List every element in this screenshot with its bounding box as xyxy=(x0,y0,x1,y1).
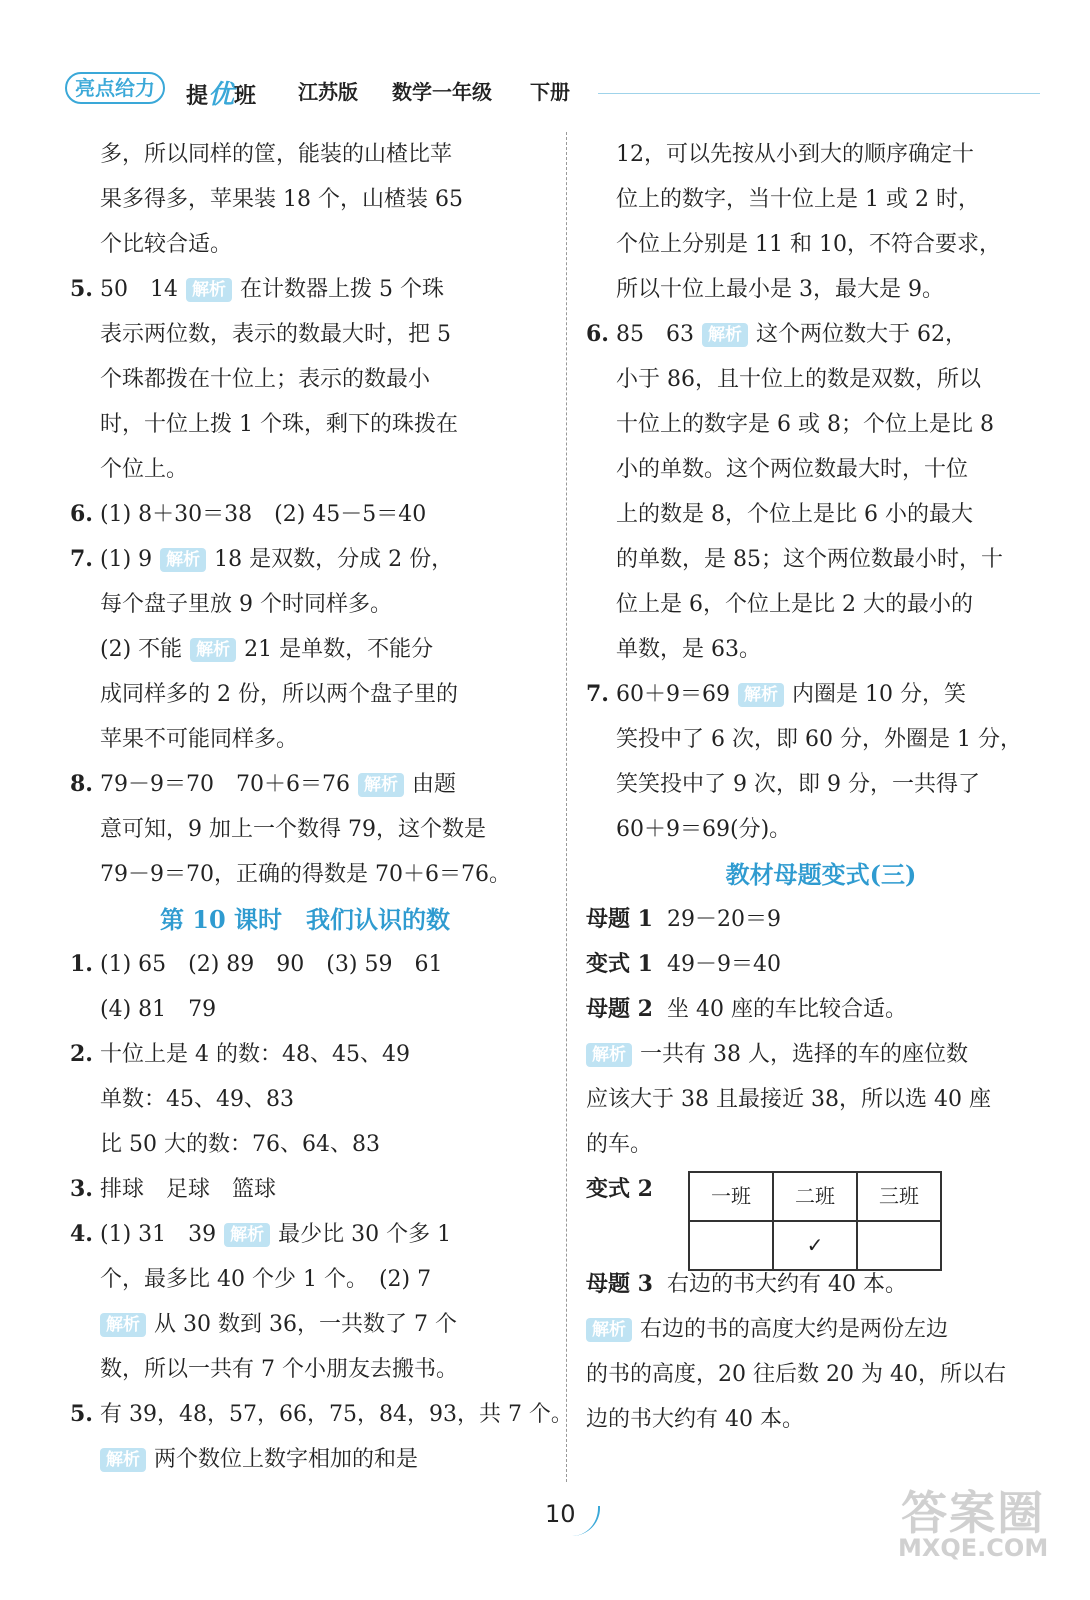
analysis-text: 内圈是 10 分，笑 xyxy=(792,682,966,707)
lesson-heading: 第 10 课时 我们认识的数 xyxy=(159,905,451,934)
analysis-text: 这个两位数大于 62， xyxy=(756,322,967,347)
text-line: 时，十位上拨 1 个珠，剩下的珠拨在 xyxy=(100,412,458,437)
text-line: 个比较合适。 xyxy=(100,232,233,257)
analysis-text: 从 30 数到 36，一共数了 7 个 xyxy=(154,1312,457,1337)
section-heading: 教材母题变式(三) xyxy=(725,860,917,889)
text-line: 79－9＝70，正确的得数是 70＋6＝76。 xyxy=(100,862,511,887)
watermark xyxy=(898,1486,1049,1562)
analysis-text: 18 是双数，分成 2 份， xyxy=(214,547,454,572)
table-header-cell: 二班 xyxy=(773,1172,857,1221)
item-number: 6. xyxy=(70,501,93,527)
check-mark-icon: ✓ xyxy=(773,1221,857,1270)
header-rule xyxy=(598,93,1040,94)
analysis-badge: 解析 xyxy=(100,1448,146,1472)
text-line: 果多得多，苹果装 18 个，山楂装 65 xyxy=(100,187,463,212)
text-line xyxy=(70,1302,540,1347)
variant-item xyxy=(586,1167,1056,1262)
text-line xyxy=(586,1307,1056,1352)
text-line: 应该大于 38 且最接近 38，所以选 40 座 xyxy=(586,1087,991,1112)
text-line: 的书的高度，20 往后数 20 为 40，所以右 xyxy=(586,1362,1006,1387)
text-line: 位上的数字，当十位上是 1 或 2 时， xyxy=(616,187,980,212)
answer-value: 十位上是 4 的数：48、45、49 xyxy=(100,1042,410,1067)
page-number-decoration xyxy=(572,1506,600,1536)
edition-label: 江苏版 xyxy=(298,80,358,104)
answer-item xyxy=(70,1032,540,1077)
text-line: 单数，是 63。 xyxy=(616,637,761,662)
text-line xyxy=(70,627,540,672)
text-line: 的单数，是 85；这个两位数最小时，十 xyxy=(616,547,1003,572)
answer-value: 有 39，48，57，66，75，84，93，共 7 个。 xyxy=(100,1402,573,1427)
item-number: 3. xyxy=(70,1176,93,1202)
answer-item xyxy=(70,1392,573,1437)
series-title-part1: 提 xyxy=(186,84,209,109)
analysis-text: 由题 xyxy=(411,772,456,797)
analysis-text: 在计数器上拨 5 个珠 xyxy=(240,277,444,302)
left-column xyxy=(70,132,573,1482)
answer-value: 50 14 xyxy=(100,277,178,302)
text-line: 边的书大约有 40 本。 xyxy=(586,1407,804,1432)
answer-item xyxy=(70,492,540,537)
answer-value: 79－9＝70 70＋6＝76 xyxy=(100,772,350,797)
item-number: 8. xyxy=(70,771,93,797)
text-line: 小于 86，且十位上的数是双数，所以 xyxy=(616,367,981,392)
answer-item xyxy=(70,267,540,312)
text-line: 上的数是 8，个位上是比 6 小的最大 xyxy=(616,502,973,527)
variant-item xyxy=(586,1262,1056,1307)
item-label: 母题 2 xyxy=(586,996,653,1022)
analysis-badge: 解析 xyxy=(224,1223,270,1247)
text-line: (4) 81 79 xyxy=(100,997,217,1022)
item-number: 2. xyxy=(70,1041,93,1067)
answer-item xyxy=(70,762,540,807)
text-line: 表示两位数，表示的数最大时，把 5 xyxy=(100,322,451,347)
analysis-text: 右边的书的高度大约是两份左边 xyxy=(640,1317,949,1342)
text-line: 个位上。 xyxy=(100,457,189,482)
subject-label: 数学一年级 xyxy=(392,80,492,104)
text-line: 成同样多的 2 份，所以两个盘子里的 xyxy=(100,682,458,707)
analysis-badge: 解析 xyxy=(160,548,206,572)
analysis-badge: 解析 xyxy=(100,1313,146,1337)
series-title xyxy=(186,74,256,111)
analysis-badge: 解析 xyxy=(738,683,784,707)
text-line: 笑笑投中了 9 次，即 9 分，一共得了 xyxy=(616,772,980,797)
table-header-cell: 一班 xyxy=(689,1172,773,1221)
item-label: 母题 1 xyxy=(586,906,653,932)
item-number: 5. xyxy=(70,276,93,302)
item-number: 6. xyxy=(586,321,609,347)
text-line: 位上是 6，个位上是比 2 大的最小的 xyxy=(616,592,973,617)
text-line: 个位上分别是 11 和 10，不符合要求， xyxy=(616,232,1001,257)
analysis-text: 21 是单数，不能分 xyxy=(244,637,434,662)
item-label: 变式 1 xyxy=(586,951,653,977)
series-title-part3: 班 xyxy=(234,84,257,109)
text-line: 笑投中了 6 次，即 60 分，外圈是 1 分， xyxy=(616,727,1022,752)
analysis-badge: 解析 xyxy=(586,1043,632,1067)
item-value: 49－9＝40 xyxy=(666,952,781,977)
item-number: 1. xyxy=(70,951,93,977)
text-line: 个，最多比 40 个少 1 个。 (2) 7 xyxy=(100,1267,432,1292)
text-line: 所以十位上最小是 3，最大是 9。 xyxy=(616,277,944,302)
analysis-badge: 解析 xyxy=(358,773,404,797)
answer-value: (1) 31 39 xyxy=(100,1222,217,1247)
text-line: 比 50 大的数：76、64、83 xyxy=(100,1132,380,1157)
text-line: 60＋9＝69(分)。 xyxy=(616,817,792,842)
item-label: 母题 3 xyxy=(586,1271,653,1297)
item-number: 5. xyxy=(70,1401,93,1427)
variant-item xyxy=(586,942,1056,987)
text-line: 单数：45、49、83 xyxy=(100,1087,294,1112)
analysis-text: 一共有 38 人，选择的车的座位数 xyxy=(640,1042,968,1067)
item-value: 右边的书大约有 40 本。 xyxy=(666,1272,907,1297)
series-title-highlight: 优 xyxy=(208,80,235,110)
analysis-text: 两个数位上数字相加的和是 xyxy=(154,1447,419,1472)
text-line xyxy=(586,1032,1056,1077)
text-line: 12，可以先按从小到大的顺序确定十 xyxy=(616,142,974,167)
answer-value: (1) 9 xyxy=(100,547,153,572)
analysis-text: 最少比 30 个多 1 xyxy=(278,1222,452,1247)
watermark-text: 答案圈 xyxy=(901,1486,1046,1540)
answer-item xyxy=(586,672,1056,717)
answer-value: (1) 65 (2) 89 90 (3) 59 61 xyxy=(100,952,443,977)
answer-value: (1) 8＋30＝38 (2) 45－5＝40 xyxy=(100,502,427,527)
text-line: 小的单数。这个两位数最大时，十位 xyxy=(616,457,969,482)
text-line: 苹果不可能同样多。 xyxy=(100,727,299,752)
right-column xyxy=(586,132,1056,1442)
text-line xyxy=(70,1437,540,1482)
answer-item xyxy=(70,1167,540,1212)
analysis-badge: 解析 xyxy=(586,1318,632,1342)
item-value: 坐 40 座的车比较合适。 xyxy=(666,997,907,1022)
item-value: 29－20＝9 xyxy=(666,907,781,932)
text-line: 十位上的数字是 6 或 8；个位上是比 8 xyxy=(616,412,994,437)
page-header xyxy=(0,62,1090,112)
answer-value: 85 63 xyxy=(616,322,694,347)
watermark-url: MXQE.COM xyxy=(898,1534,1049,1562)
item-number: 4. xyxy=(70,1221,93,1247)
table-header-cell: 三班 xyxy=(857,1172,941,1221)
text-line: 多，所以同样的筐，能装的山楂比苹 xyxy=(100,142,453,167)
answer-item xyxy=(586,312,1056,357)
item-number: 7. xyxy=(586,681,609,707)
text-line: 意可知，9 加上一个数得 79，这个数是 xyxy=(100,817,486,842)
answer-item xyxy=(70,1212,540,1257)
answer-value: (2) 不能 xyxy=(100,637,183,662)
page-number: 10 xyxy=(545,1500,576,1528)
answer-value: 60＋9＝69 xyxy=(616,682,730,707)
item-label: 变式 2 xyxy=(586,1176,653,1202)
text-line: 个珠都拨在十位上；表示的数最小 xyxy=(100,367,431,392)
table-row xyxy=(689,1172,941,1221)
column-divider xyxy=(566,132,567,1482)
brand-logo: 亮点给力 xyxy=(65,72,165,104)
variant-item xyxy=(586,987,1056,1032)
analysis-badge: 解析 xyxy=(702,323,748,347)
volume-label: 下册 xyxy=(530,80,570,104)
text-line: 数，所以一共有 7 个小朋友去搬书。 xyxy=(100,1357,458,1382)
analysis-badge: 解析 xyxy=(186,278,232,302)
class-table xyxy=(688,1171,942,1271)
text-line: 的车。 xyxy=(586,1132,653,1157)
answer-item xyxy=(70,537,540,582)
item-number: 7. xyxy=(70,546,93,572)
analysis-badge: 解析 xyxy=(190,638,236,662)
text-line: 每个盘子里放 9 个时同样多。 xyxy=(100,592,392,617)
answer-item xyxy=(70,942,540,987)
variant-item xyxy=(586,897,1056,942)
answer-value: 排球 足球 篮球 xyxy=(100,1177,277,1202)
